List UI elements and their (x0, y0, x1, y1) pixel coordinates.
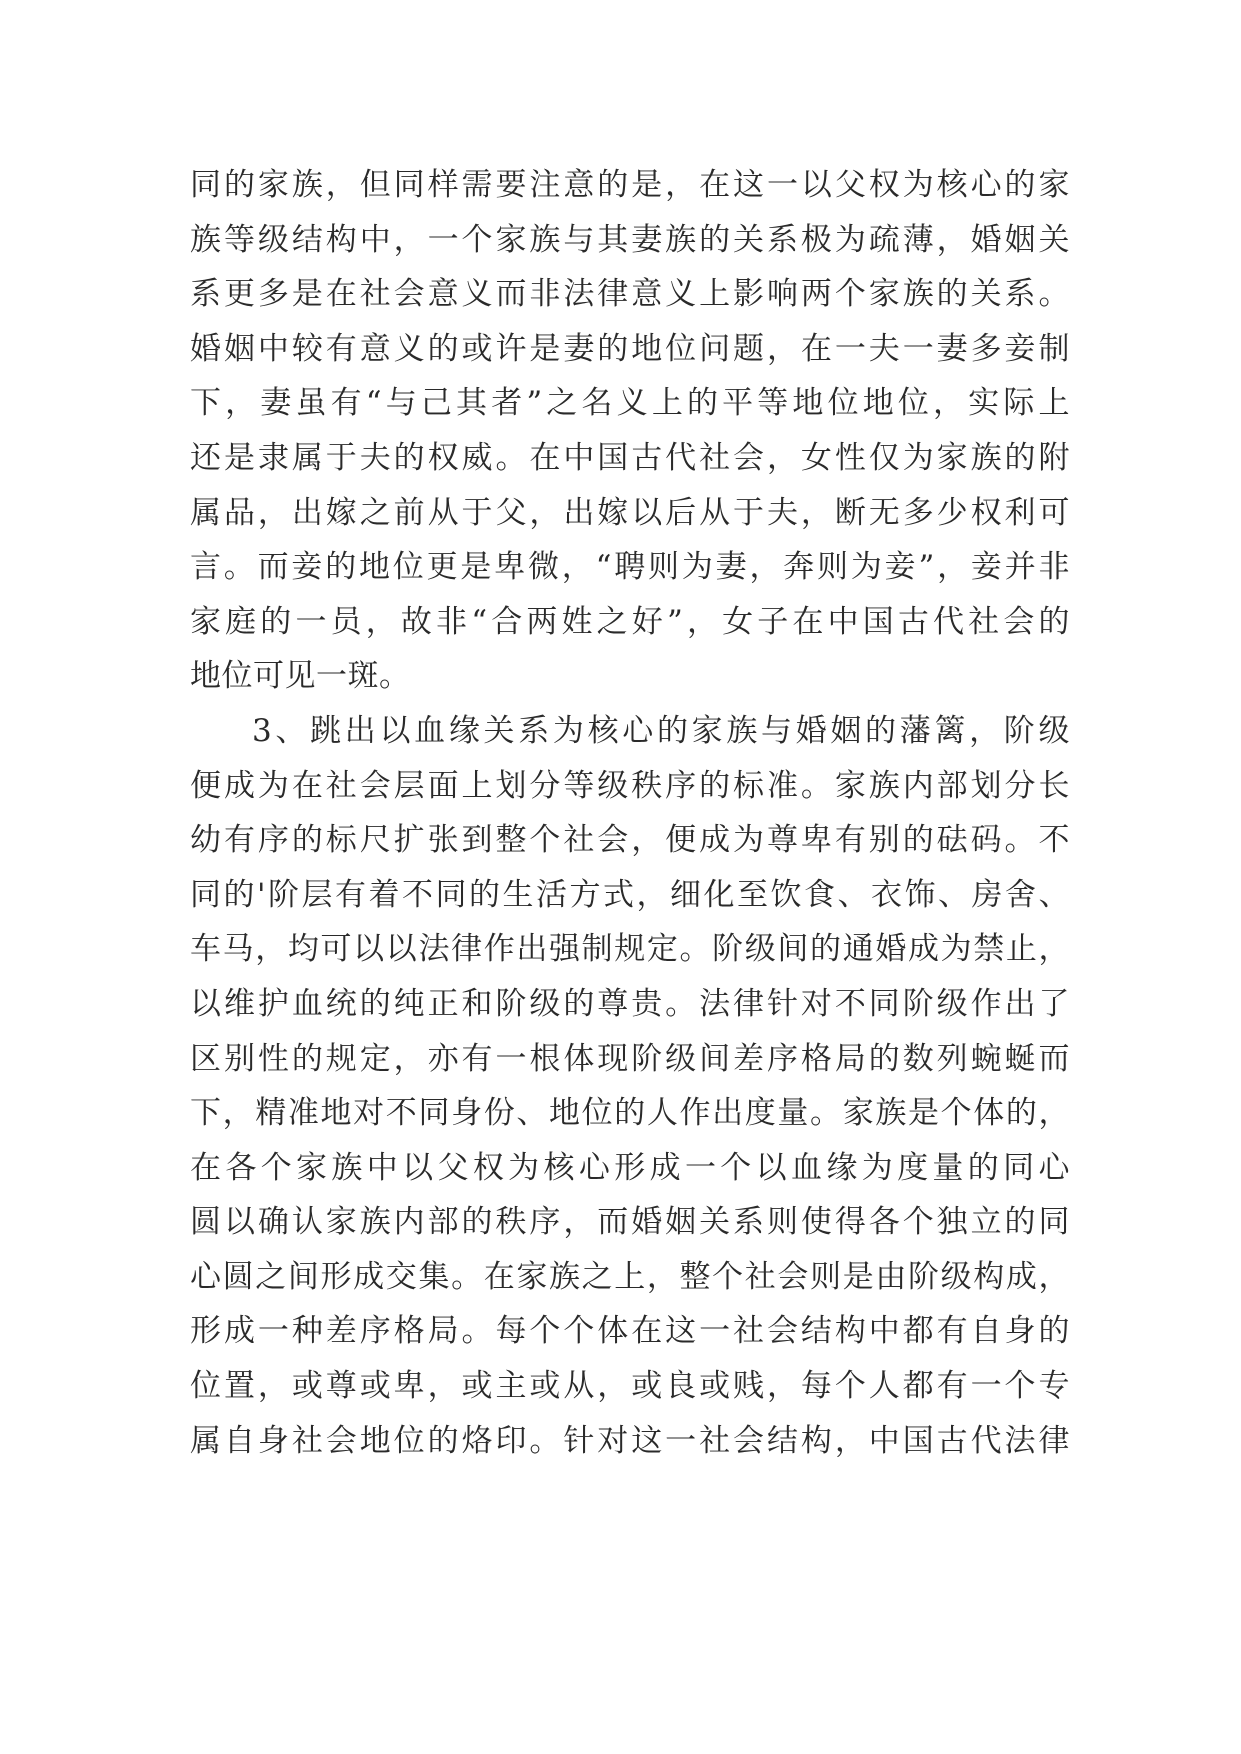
paragraph-start-line: 3、跳出以血缘关系为核心的家族与婚姻的藩篱，阶级 (252, 712, 1070, 749)
text-line: 下，精准地对不同身份、地位的人作出度量。家族是个体的， (190, 1095, 1070, 1132)
text-line: 言。而妾的地位更是卑微，“聘则为妻，奔则为妾”，妾并非 (190, 549, 1070, 586)
text-line: 下，妻虽有“与己其者”之名义上的平等地位地位，实际上 (190, 385, 1070, 422)
text-line: 还是隶属于夫的权威。在中国古代社会，女性仅为家族的附 (190, 439, 1070, 476)
text-line: 同的家族，但同样需要注意的是，在这一以父权为核心的家 (190, 167, 1070, 203)
text-line: 属自身社会地位的烙印。针对这一社会结构，中国古代法律 (190, 1422, 1070, 1459)
text-line: 族等级结构中，一个家族与其妻族的关系极为疏薄，婚姻关 (190, 221, 1070, 258)
text-line: 在各个家族中以父权为核心形成一个以血缘为度量的同心 (190, 1149, 1070, 1186)
text-line: 属品，出嫁之前从于父，出嫁以后从于夫，断无多少权利可 (190, 494, 1070, 531)
text-line: 地位可见一斑。 (190, 658, 411, 695)
body-text (190, 158, 1070, 1468)
text-line: 位置，或尊或卑，或主或从，或良或贱，每个人都有一个专 (190, 1368, 1070, 1405)
text-line: 幼有序的标尺扩张到整个社会，便成为尊卑有别的砝码。不 (190, 822, 1070, 859)
text-line: 婚姻中较有意义的或许是妻的地位问题，在一夫一妻多妾制 (190, 330, 1070, 367)
text-line: 家庭的一员，故非“合两姓之好”，女子在中国古代社会的 (190, 603, 1070, 640)
text-line: 心圆之间形成交集。在家族之上，整个社会则是由阶级构成， (190, 1258, 1070, 1295)
text-line: 以维护血统的纯正和阶级的尊贵。法律针对不同阶级作出了 (190, 985, 1070, 1022)
text-line: 区别性的规定，亦有一根体现阶级间差序格局的数列蜿蜒而 (190, 1040, 1070, 1077)
text-line: 圆以确认家族内部的秩序，而婚姻关系则使得各个独立的同 (190, 1204, 1070, 1241)
text-line: 同的'阶层有着不同的生活方式，细化至饮食、衣饰、房舍、 (190, 876, 1070, 913)
text-line: 车马，均可以以法律作出强制规定。阶级间的通婚成为禁止， (190, 931, 1070, 968)
text-line: 形成一种差序格局。每个个体在这一社会结构中都有自身的 (190, 1313, 1070, 1350)
text-line: 系更多是在社会意义而非法律意义上影响两个家族的关系。 (190, 276, 1070, 313)
text-line: 便成为在社会层面上划分等级秩序的标准。家族内部划分长 (190, 767, 1070, 804)
